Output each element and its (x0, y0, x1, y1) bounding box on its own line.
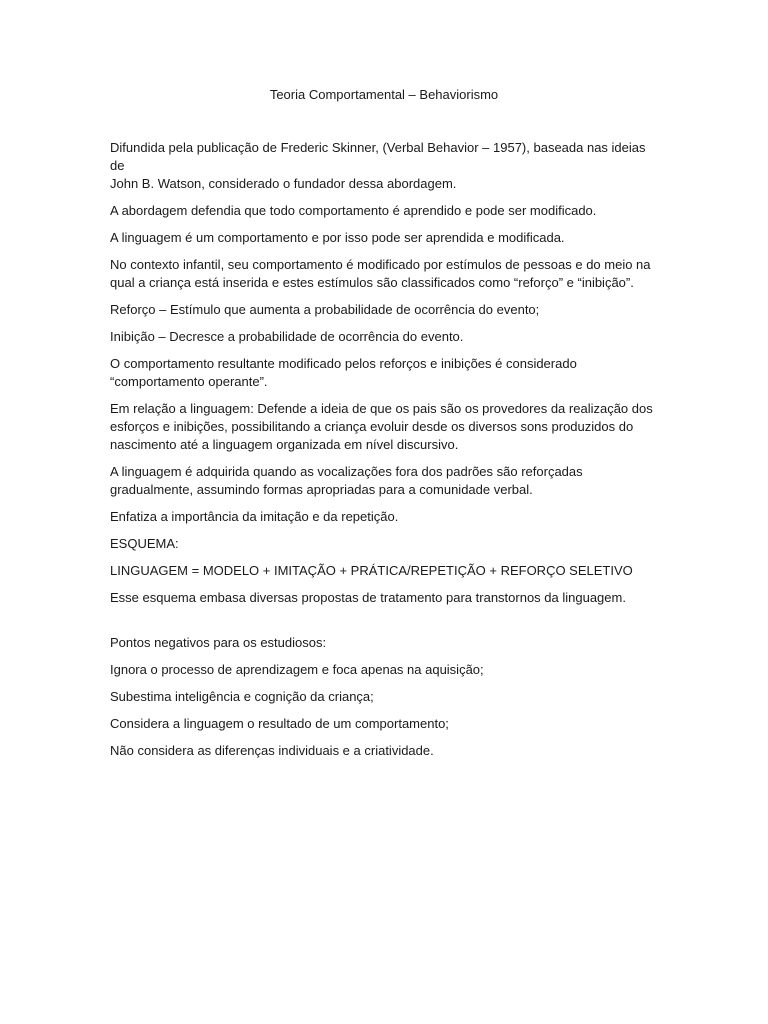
paragraph-acquisition: A linguagem é adquirida quando as vocalizações fora dos padrões são reforçadas gradualmente, assumindo formas apropriadas para a comunidade verbal. (110, 464, 583, 497)
document-body (110, 139, 660, 769)
paragraph-operant-behavior: O comportamento resultante modificado pelos reforços e inibições é considerado “comportamento operante”. (110, 356, 577, 389)
paragraph-language-behavior: A linguagem é um comportamento e por isso pode ser aprendida e modificada. (110, 230, 565, 245)
paragraph-approach: A abordagem defendia que todo comportamento é aprendido e pode ser modificado. (110, 203, 597, 218)
paragraph-negatives-heading: Pontos negativos para os estudiosos: (110, 635, 327, 650)
paragraph-parents-role: Em relação a linguagem: Defende a ideia de que os pais são os provedores da realização dos esforços e inibições, possibilitando a criança evoluir desde os diversos sons produzidos do nascimento até a linguagem organizada em nível discursivo. (110, 401, 653, 452)
paragraph-scheme-formula: LINGUAGEM = MODELO + IMITAÇÃO + PRÁTICA/REPETIÇÃO + REFORÇO SELETIVO (110, 563, 633, 578)
list-item-negative-4: Não considera as diferenças individuais e a criatividade. (110, 743, 434, 758)
paragraph-imitation: Enfatiza a importância da imitação e da repetição. (110, 509, 399, 524)
paragraph-inhibition: Inibição – Decresce a probabilidade de ocorrência do evento. (110, 329, 464, 344)
paragraph-intro: Difundida pela publicação de Frederic Skinner, (Verbal Behavior – 1957), baseada nas ideias de John B. Watson, considerado o fundador dessa abordagem. (110, 140, 646, 191)
paragraph-scheme-usage: Esse esquema embasa diversas propostas de tratamento para transtornos da linguagem. (110, 590, 626, 605)
paragraph-child-context: No contexto infantil, seu comportamento é modificado por estímulos de pessoas e do meio na qual a criança está inserida e estes estímulos são classificados como “reforço” e “inibição”. (110, 257, 651, 290)
list-item-negative-3: Considera a linguagem o resultado de um comportamento; (110, 716, 449, 731)
paragraph-scheme-heading: ESQUEMA: (110, 536, 179, 551)
list-item-negative-2: Subestima inteligência e cognição da criança; (110, 689, 374, 704)
list-item-negative-1: Ignora o processo de aprendizagem e foca apenas na aquisição; (110, 662, 484, 677)
paragraph-reinforcement: Reforço – Estímulo que aumenta a probabilidade de ocorrência do evento; (110, 302, 540, 317)
document-title: Teoria Comportamental – Behaviorismo (269, 87, 499, 102)
